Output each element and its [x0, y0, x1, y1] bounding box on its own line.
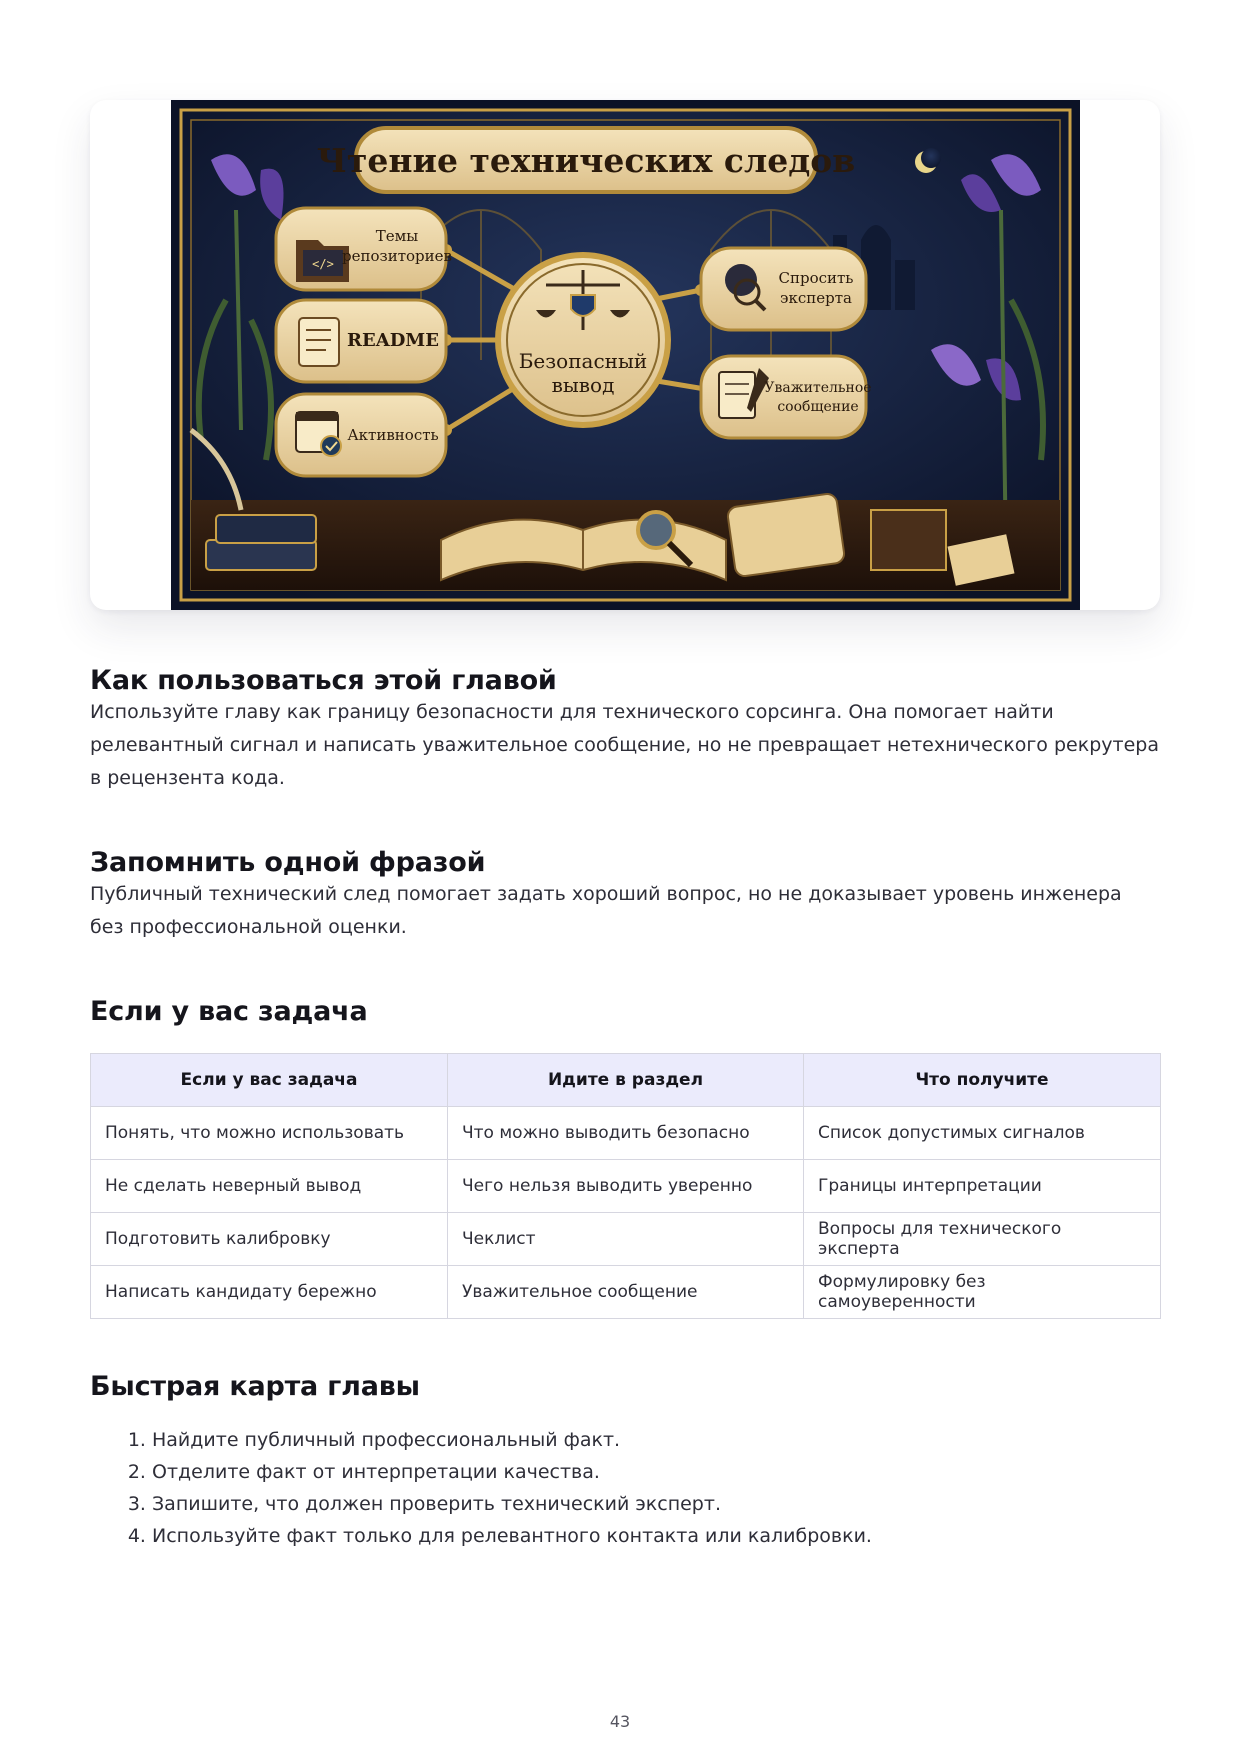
table-cell: Понять, что можно использовать	[91, 1107, 448, 1160]
card-repo-topics	[276, 208, 452, 290]
table-cell: Формулировку без самоуверенности	[804, 1266, 1161, 1319]
table-cell: Уважительное сообщение	[448, 1266, 804, 1319]
table-header-cell: Идите в раздел	[448, 1054, 804, 1107]
svg-text:Спросить: Спросить	[778, 269, 854, 287]
illustration-card	[90, 100, 1160, 610]
table-cell: Что можно выводить безопасно	[448, 1107, 804, 1160]
svg-text:эксперта: эксперта	[780, 289, 852, 307]
section-body-how-to-use: Используйте главу как границу безопасности для технического сорсинга. Она помогает найти релевантный сигнал и написать уважительное сообщение, но не превращает нетехнического рекрутера в рецензента кода.	[90, 701, 1159, 789]
list-item: 2. Отделите факт от интерпретации качества.	[152, 1456, 1160, 1488]
svg-text:репозиториев: репозиториев	[342, 247, 452, 265]
quick-map-list	[90, 1424, 1160, 1552]
svg-text:сообщение: сообщение	[777, 399, 859, 415]
list-item: 4. Используйте факт только для релевантного контакта или калибровки.	[152, 1520, 1160, 1552]
table-row	[91, 1266, 1161, 1319]
section-title-how-to-use: Как пользоваться этой главой	[90, 665, 557, 696]
section-body-one-phrase: Публичный технический след помогает задать хороший вопрос, но не доказывает уровень инженера без профессиональной оценки.	[90, 883, 1122, 938]
chapter-illustration	[171, 100, 1080, 610]
svg-text:Темы: Темы	[375, 227, 419, 245]
table-cell: Чеклист	[448, 1213, 804, 1266]
calendar-check-icon	[296, 412, 341, 456]
page-number: 43	[609, 1712, 631, 1731]
page-content	[90, 100, 1160, 1552]
task-table	[90, 1053, 1161, 1319]
table-cell: Вопросы для технического эксперта	[804, 1213, 1161, 1266]
svg-text:Активность: Активность	[347, 426, 439, 444]
table-row	[91, 1107, 1161, 1160]
section-title-one-phrase: Запомнить одной фразой	[90, 847, 486, 878]
table-cell: Не сделать неверный вывод	[91, 1160, 448, 1213]
table-cell: Список допустимых сигналов	[804, 1107, 1161, 1160]
section-title-task-table: Если у вас задача	[90, 996, 368, 1027]
table-header-row	[91, 1054, 1161, 1107]
table-row	[91, 1160, 1161, 1213]
illustration-title: Чтение технических следов	[316, 141, 856, 180]
scroll-icon	[727, 493, 846, 578]
card-respectful-message	[701, 356, 872, 438]
table-cell: Чего нельзя выводить уверенно	[448, 1160, 804, 1213]
svg-text:вывод: вывод	[551, 373, 615, 397]
card-activity	[276, 394, 446, 476]
table-cell: Написать кандидату бережно	[91, 1266, 448, 1319]
card-ask-expert	[701, 248, 866, 330]
svg-text:Безопасный: Безопасный	[518, 349, 648, 373]
illustration-title-plaque	[317, 128, 855, 192]
table-header-cell: Что получите	[804, 1054, 1161, 1107]
table-header-cell: Если у вас задача	[91, 1054, 448, 1107]
table-cell: Подготовить калибровку	[91, 1213, 448, 1266]
svg-text:</>: </>	[312, 257, 334, 271]
scroll-document-icon	[299, 318, 339, 366]
center-medallion	[498, 255, 668, 425]
list-item: 3. Запишите, что должен проверить технический эксперт.	[152, 1488, 1160, 1520]
section-title-quick-map: Быстрая карта главы	[90, 1371, 420, 1402]
card-readme	[276, 300, 446, 382]
table-cell: Границы интерпретации	[804, 1160, 1161, 1213]
svg-text:README: README	[347, 330, 439, 351]
svg-text:Уважительное: Уважительное	[764, 380, 872, 396]
list-item: 1. Найдите публичный профессиональный факт.	[152, 1424, 1160, 1456]
table-row	[91, 1213, 1161, 1266]
